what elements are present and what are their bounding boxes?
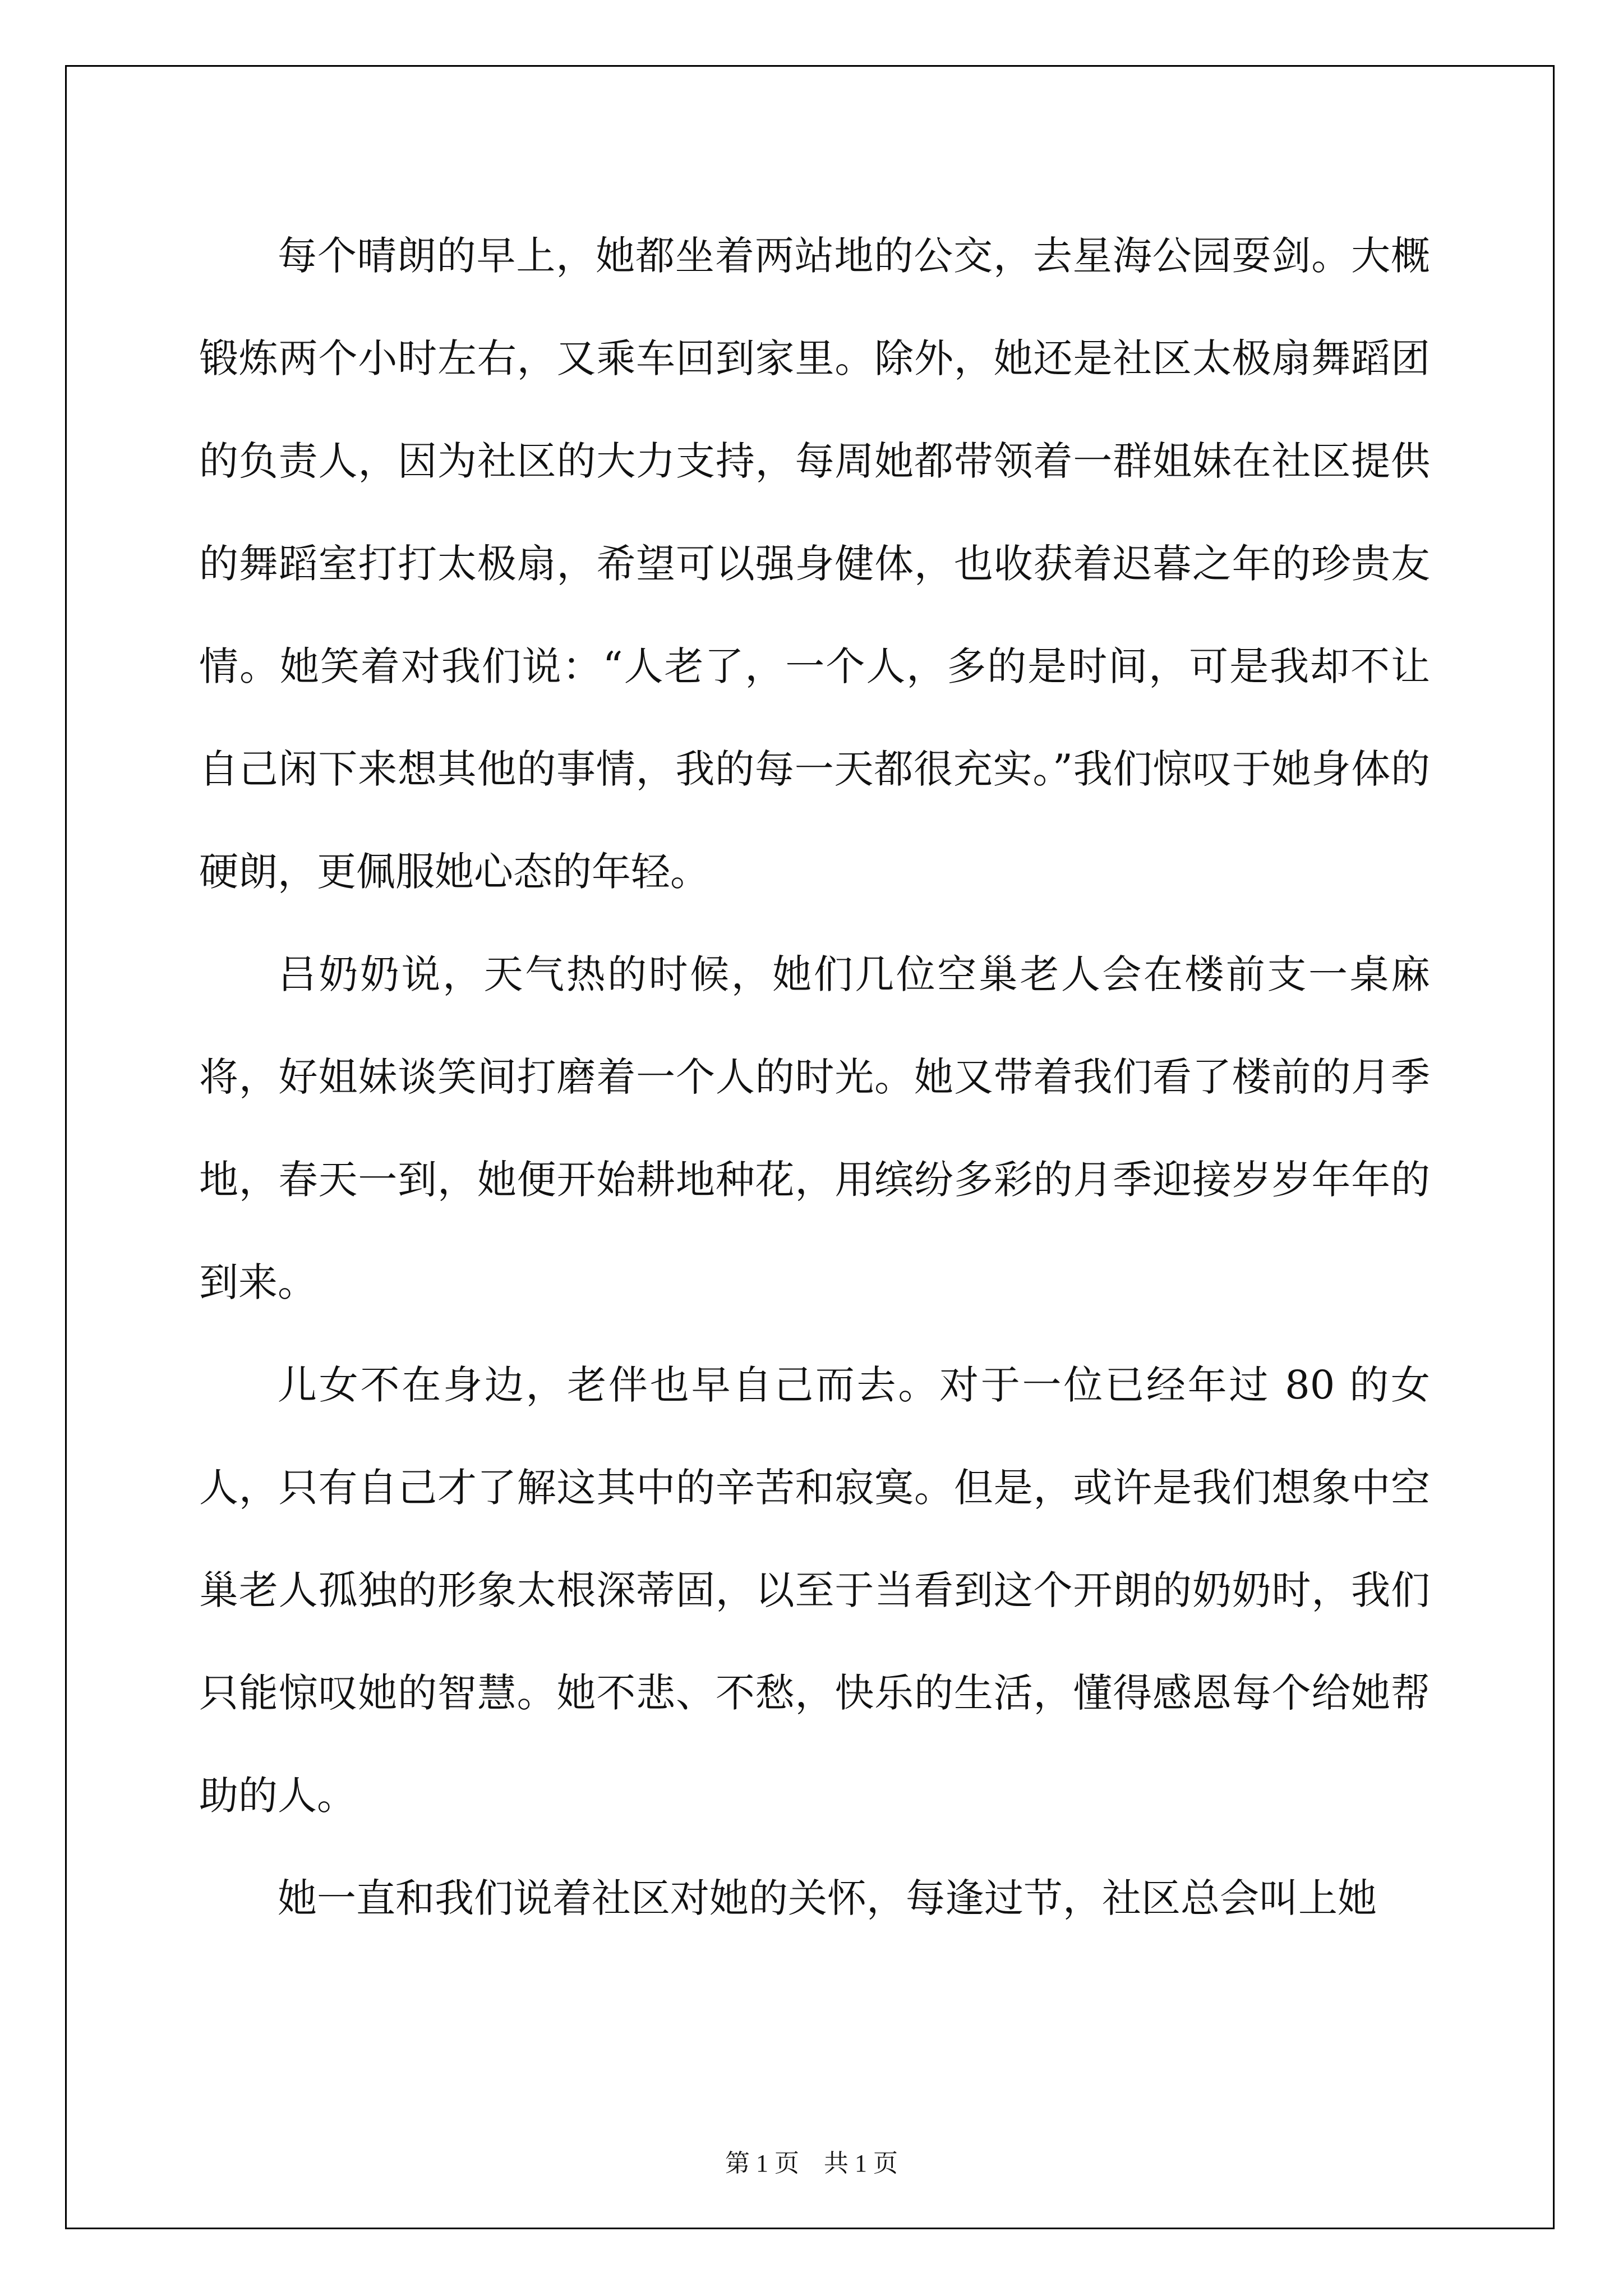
document-body <box>199 205 1430 1950</box>
paragraph: 她一直和我们说着社区对她的关怀，每逢过节，社区总会叫上她 <box>278 1875 1377 1921</box>
paragraph: 儿女不在身边，老伴也早自己而去。对于一位已经年过 80 的女人，只有自己才了解这其中的辛苦和寂寞。但是，或许是我们想象中空巢老人孤独的形象太根深蒂固，以至于当看到这个开朗的奶奶时，我们只能惊叹她的智慧。她不悲、不愁，快乐的生活，懂得感恩每个给她帮助的人。 <box>199 1362 1430 1819</box>
paragraph: 每个晴朗的早上，她都坐着两站地的公交，去星海公园耍剑。大概锻炼两个小时左右，又乘车回到家里。除外，她还是社区太极扇舞蹈团的负责人，因为社区的大力支持，每周她都带领着一群姐妹在社区提供的舞蹈室打打太极扇，希望可以强身健体，也收获着迟暮之年的珍贵友情。她笑着对我们说：“人老了，一个人，多的是时间，可是我却不让自己闲下来想其他的事情，我的每一天都很充实。”我们惊叹于她身体的硬朗，更佩服她心态的年轻。 <box>199 233 1430 895</box>
page-number-footer: 第 1 页 共 1 页 <box>725 2150 898 2177</box>
paragraph: 吕奶奶说，天气热的时候，她们几位空巢老人会在楼前支一桌麻将，好姐妹谈笑间打磨着一个人的时光。她又带着我们看了楼前的月季地，春天一到，她便开始耕地种花，用缤纷多彩的月季迎接岁岁年年的到来。 <box>199 951 1430 1305</box>
